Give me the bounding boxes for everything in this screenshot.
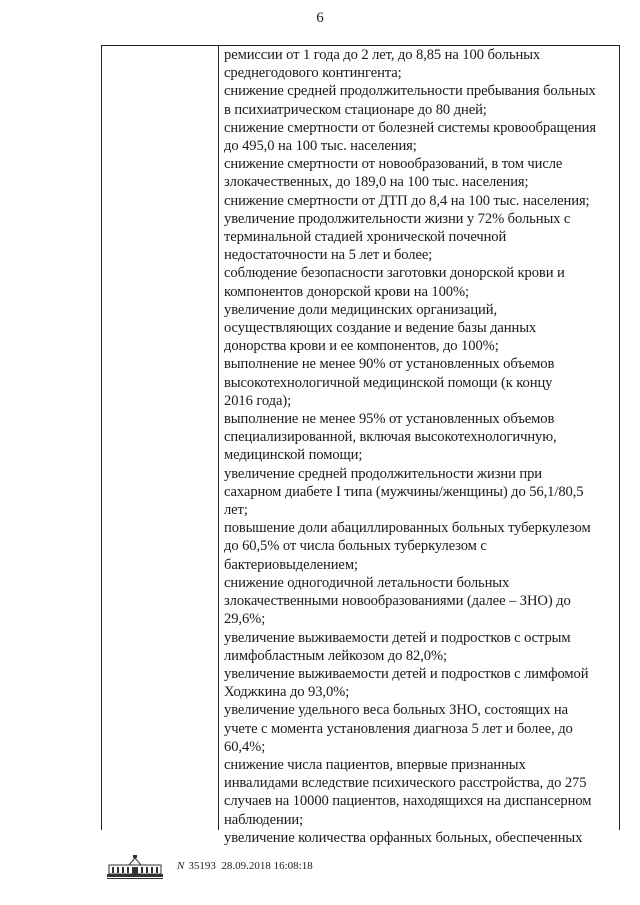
list-item-line: высокотехнологичной медицинской помощи (к концу bbox=[224, 374, 553, 391]
list-item-line: снижение одногодичной летальности больных bbox=[224, 574, 510, 591]
list-item-line: увеличение количества орфанных больных, обеспеченных bbox=[224, 829, 583, 846]
list-item-line: увеличение удельного веса больных ЗНО, состоящих на bbox=[224, 702, 568, 719]
list-item-line: специализированной, включая высокотехнологичную, bbox=[224, 429, 557, 446]
list-item-line: Ходжкина до 93,0%; bbox=[224, 684, 350, 701]
list-item-line: снижение смертности от болезней системы кровообращения bbox=[224, 119, 596, 136]
list-item-line: выполнение не менее 95% от установленных объемов bbox=[224, 411, 555, 428]
list-item-line: 29,6%; bbox=[224, 611, 266, 628]
list-item-line: снижение смертности от новообразований, в том числе bbox=[224, 156, 563, 173]
document-number: 35193 bbox=[188, 860, 216, 872]
list-item-line: инвалидами вследствие психического расстройства, до 275 bbox=[224, 775, 587, 792]
number-mark: N bbox=[177, 860, 185, 872]
list-item-line: 2016 года); bbox=[224, 392, 292, 409]
list-item-line: до 495,0 на 100 тыс. населения; bbox=[224, 138, 417, 155]
list-item-line: донорства крови и ее компонентов, до 100%; bbox=[224, 338, 499, 355]
government-building-icon bbox=[105, 852, 165, 880]
list-item-line: лимфобластным лейкозом до 82,0%; bbox=[224, 647, 447, 664]
list-item-line: сахарном диабете I типа (мужчины/женщины) до 56,1/80,5 bbox=[224, 483, 584, 500]
list-item-line: медицинской помощи; bbox=[224, 447, 363, 464]
list-item-line: наблюдении; bbox=[224, 811, 304, 828]
list-item-line: терминальной стадией хронической почечной bbox=[224, 229, 507, 246]
list-item-line: случаев на 10000 пациентов, находящихся на диспансерном bbox=[224, 793, 592, 810]
list-item-line: компонентов донорской крови на 100%; bbox=[224, 283, 470, 300]
list-item-line: снижение смертности от ДТП до 8,4 на 100 тыс. населения; bbox=[224, 192, 590, 209]
list-item-line: 60,4%; bbox=[224, 738, 266, 755]
column-divider bbox=[218, 46, 219, 830]
list-item-line: увеличение средней продолжительности жизни при bbox=[224, 465, 542, 482]
list-item-line: снижение числа пациентов, впервые признанных bbox=[224, 756, 526, 773]
page-number: 6 bbox=[316, 10, 324, 26]
footer bbox=[105, 851, 313, 881]
list-item-line: лет; bbox=[224, 502, 248, 519]
list-item-line: осуществляющих создание и ведение базы данных bbox=[224, 320, 537, 337]
list-item-line: увеличение продолжительности жизни у 72% больных с bbox=[224, 210, 571, 227]
list-item-line: увеличение выживаемости детей и подростков с острым bbox=[224, 629, 571, 646]
document-datetime: 28.09.2018 16:08:18 bbox=[221, 860, 313, 872]
list-item-line: выполнение не менее 90% от установленных объемов bbox=[224, 356, 555, 373]
list-item-line: снижение средней продолжительности пребывания больных bbox=[224, 83, 596, 100]
list-item-line: ремиссии от 1 года до 2 лет, до 8,85 на 100 больных bbox=[224, 47, 541, 63]
list-item-line: до 60,5% от числа больных туберкулезом с bbox=[224, 538, 487, 555]
list-item-line: злокачественными новообразованиями (далее – ЗНО) до bbox=[224, 593, 571, 610]
table-frame bbox=[101, 45, 620, 846]
list-item-line: недостаточности на 5 лет и более; bbox=[224, 247, 433, 264]
list-item-line: повышение доли абациллированных больных туберкулезом bbox=[224, 520, 591, 537]
table-right-cell bbox=[224, 46, 613, 847]
list-item-line: соблюдение безопасности заготовки донорской крови и bbox=[224, 265, 565, 282]
list-item-line: учете с момента установления диагноза 5 лет и более, до bbox=[224, 720, 573, 737]
list-item-line: среднегодового контингента; bbox=[224, 65, 402, 82]
list-item-line: увеличение доли медицинских организаций, bbox=[224, 301, 498, 318]
list-item-line: злокачественных, до 189,0 на 100 тыс. населения; bbox=[224, 174, 529, 191]
list-item-line: бактериовыделением; bbox=[224, 556, 358, 573]
list-item-line: увеличение выживаемости детей и подростков с лимфомой bbox=[224, 665, 589, 682]
list-item-line: в психиатрическом стационаре до 80 дней; bbox=[224, 101, 487, 118]
document-stamp bbox=[177, 860, 313, 872]
